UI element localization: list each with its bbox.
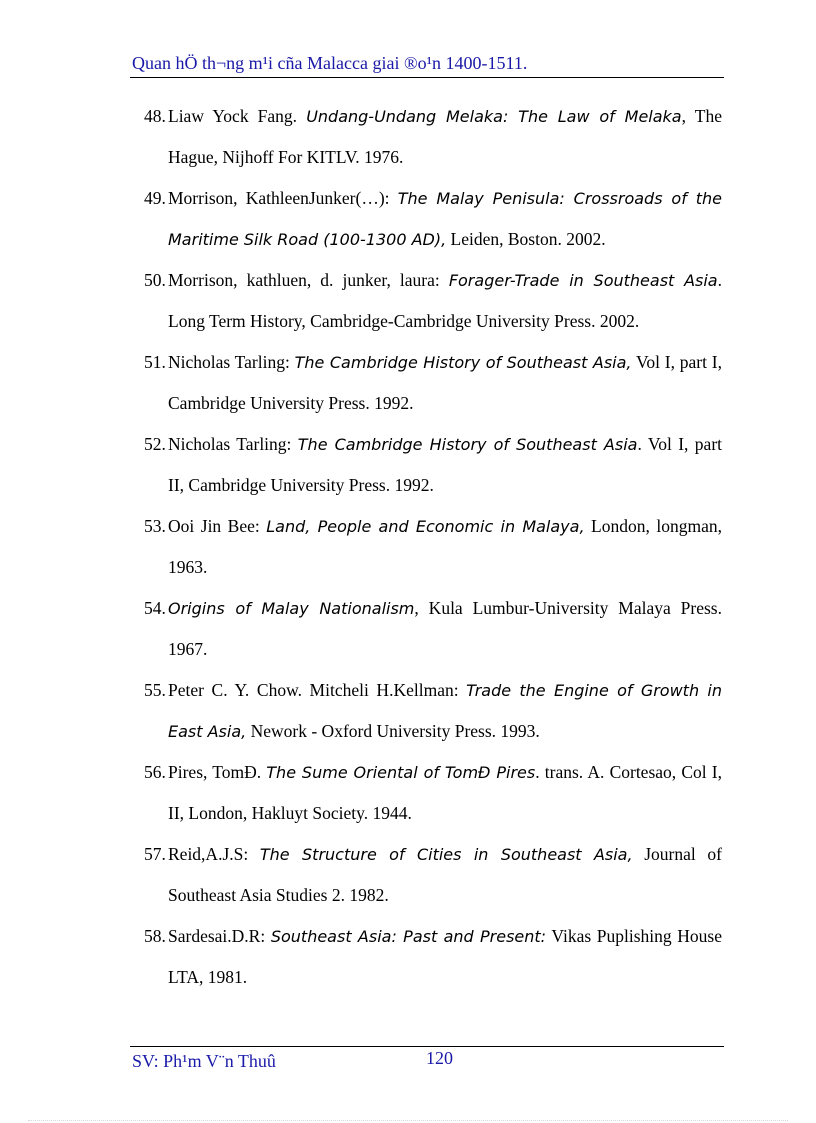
- reference-item: [144, 916, 722, 998]
- reference-details: . trans. A. Cortesao, Col I, II, London, Hakluyt Society. 1944.: [168, 762, 722, 823]
- reference-title: Origins of Malay Nationalism: [168, 599, 415, 618]
- reference-number: 51.: [144, 352, 166, 372]
- reference-title: The Cambridge History of Southeast Asia: [297, 435, 638, 454]
- reference-number: 56.: [144, 762, 166, 782]
- reference-details: Nework - Oxford University Press. 1993.: [246, 721, 540, 741]
- page-number: 120: [426, 1048, 453, 1068]
- reference-details: , The Hague, Nijhoff For KITLV. 1976.: [168, 106, 723, 167]
- reference-details: Leiden, Boston. 2002.: [446, 229, 606, 249]
- reference-item: [144, 834, 722, 916]
- reference-item: [144, 178, 722, 260]
- reference-item: [144, 96, 722, 178]
- reference-author: Morrison, KathleenJunker(…):: [168, 188, 398, 208]
- reference-number: 53.: [144, 516, 166, 536]
- reference-item: [144, 506, 722, 588]
- reference-number: 52.: [144, 434, 166, 454]
- reference-title: The Cambridge History of Southeast Asia,: [294, 353, 632, 372]
- page-header-title: Quan hÖ th¬ng m¹i cña Malacca giai ®o¹n 1400-1511.: [132, 53, 528, 73]
- reference-details: Vol I, part I, Cambridge University Press. 1992.: [168, 352, 722, 413]
- header-divider: [130, 77, 724, 78]
- reference-details: Journal of Southeast Asia Studies 2. 1982.: [168, 844, 722, 905]
- reference-details: . Long Term History, Cambridge-Cambridge University Press. 2002.: [168, 270, 722, 331]
- footer-divider: [130, 1046, 724, 1047]
- reference-number: 50.: [144, 270, 166, 290]
- reference-item: [144, 752, 722, 834]
- reference-title: The Malay Penisula: Crossroads of the Maritime Silk Road (100-1300 AD),: [168, 189, 723, 249]
- reference-number: 54.: [144, 598, 166, 618]
- reference-author: Morrison, kathluen, d. junker, laura:: [168, 270, 449, 290]
- reference-details: Vikas Puplishing House LTA, 1981.: [168, 926, 722, 987]
- reference-author: Sardesai.D.R:: [168, 926, 271, 946]
- reference-author: Reid,A.J.S:: [168, 844, 260, 864]
- reference-author: Peter C. Y. Chow. Mitcheli H.Kellman:: [168, 680, 467, 700]
- reference-details: , Kula Lumbur-University Malaya Press. 1967.: [168, 598, 722, 659]
- reference-title: Forager-Trade in Southeast Asia: [448, 271, 718, 290]
- reference-list: [144, 96, 722, 998]
- reference-item: [144, 424, 722, 506]
- reference-number: 55.: [144, 680, 166, 700]
- reference-item: [144, 670, 722, 752]
- reference-author: Pires, TomÐ.: [168, 762, 267, 782]
- reference-item: [144, 260, 722, 342]
- reference-title: Land, People and Economic in Malaya,: [266, 517, 585, 536]
- reference-number: 58.: [144, 926, 166, 946]
- reference-details: . Vol I, part II, Cambridge University Press. 1992.: [168, 434, 723, 495]
- reference-author: Ooi Jin Bee:: [168, 516, 267, 536]
- footer-author: SV: Ph¹m V¨n Thuû: [132, 1051, 276, 1071]
- reference-author: Liaw Yock Fang.: [168, 106, 307, 126]
- reference-title: Undang-Undang Melaka: The Law of Melaka: [306, 107, 682, 126]
- reference-details: London, longman, 1963.: [168, 516, 722, 577]
- reference-item: [144, 342, 722, 424]
- page-bottom-border: [28, 1120, 788, 1121]
- reference-title: Southeast Asia: Past and Present:: [270, 927, 547, 946]
- reference-title: The Structure of Cities in Southeast Asia,: [259, 845, 633, 864]
- reference-number: 49.: [144, 188, 166, 208]
- reference-number: 57.: [144, 844, 166, 864]
- reference-title: Trade the Engine of Growth in East Asia,: [168, 681, 722, 741]
- reference-author: Nicholas Tarling:: [168, 434, 298, 454]
- reference-number: 48.: [144, 106, 166, 126]
- reference-item: [144, 588, 722, 670]
- reference-author: Nicholas Tarling:: [168, 352, 295, 372]
- reference-title: The Sume Oriental of TomÐ Pires: [266, 763, 536, 782]
